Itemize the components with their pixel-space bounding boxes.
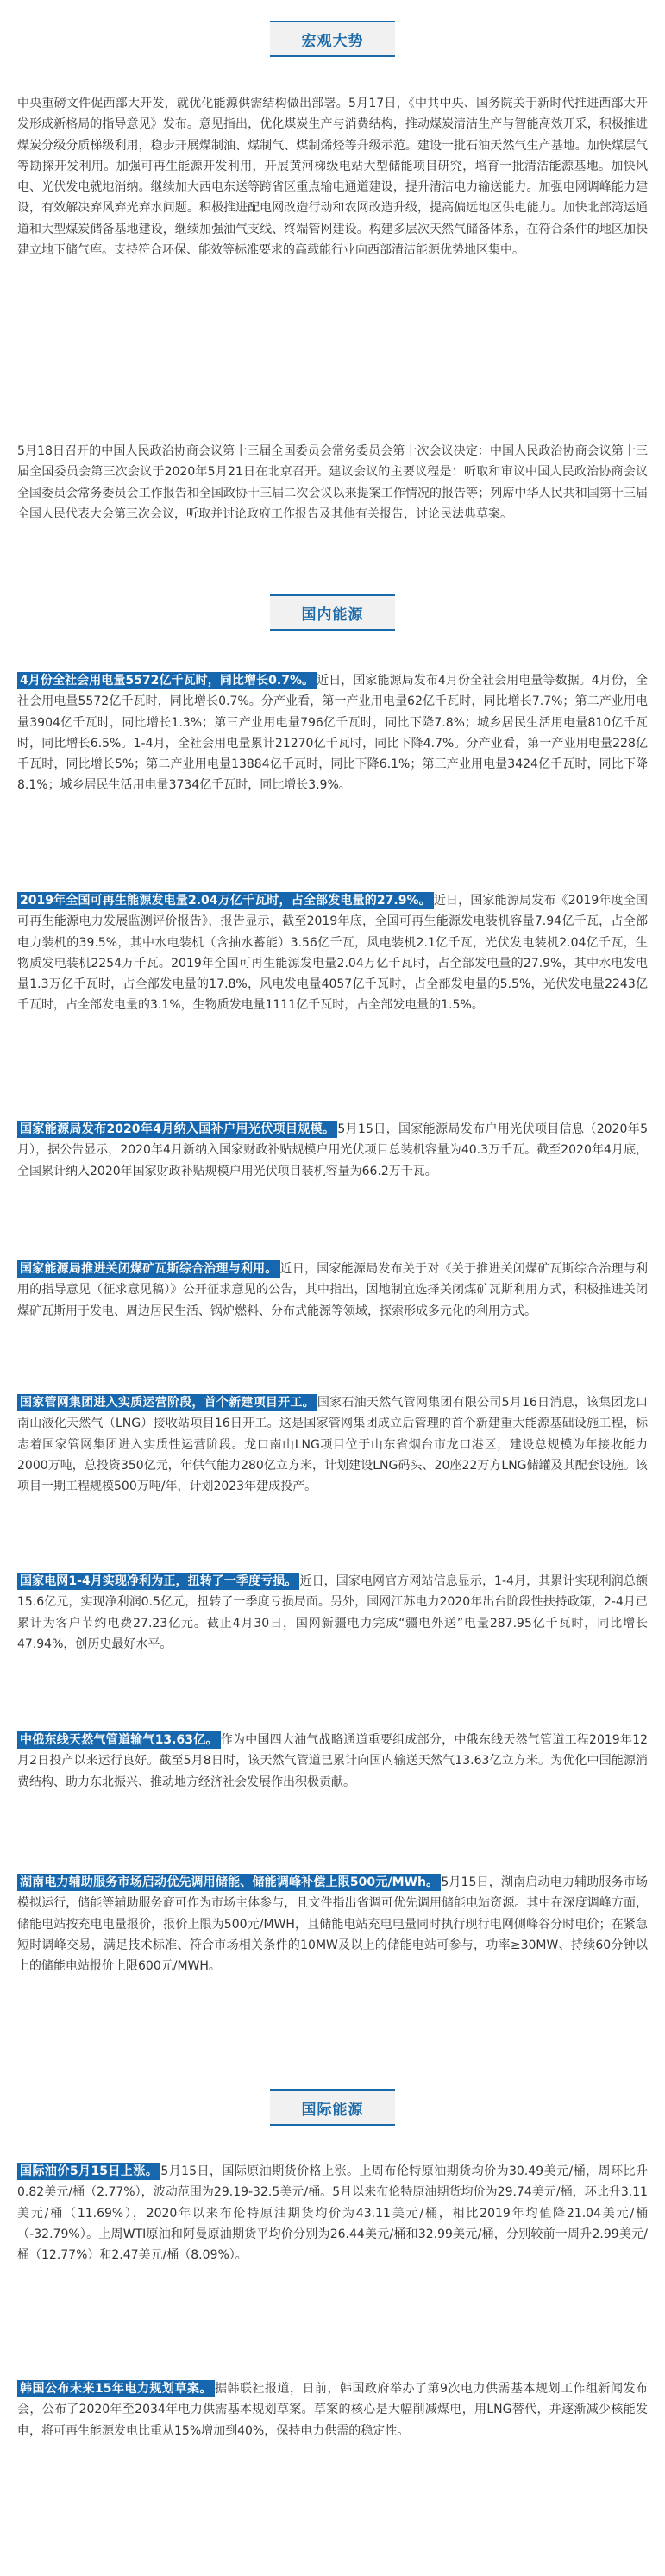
news-body: 近日，国家能源局发布4月份全社会用电量等数据。4月份，全社会用电量5572亿千瓦时，同比增长0.7%。分产业看，第一产业用电量62亿千瓦时，同比增长7.7%；第二产业用电量3904亿千瓦时，同比增长1.3%；第三产业用电量796亿千瓦时，同比下降7.8%；城乡居民生活用电量810亿千瓦时，同比增长6.5%。1-4月，全社会用电量累计21270亿千瓦时，同比下降4.7%。分产业看，第一产业用电量228亿千瓦时，同比增长5%；第二产业用电量13884亿千瓦时，同比下降6.1%；第三产业用电量3424亿千瓦时，同比下降8.1%；城乡居民生活用电量3734亿千瓦时，同比增长3.9%。 [17,674,648,793]
news-body: 近日，国家电网官方网站信息显示，1-4月，其累计实现利润总额15.6亿元，实现净利润0.5亿元，扭转了一季度亏损局面。另外，国网江苏电力2020年出台阶段性扶持政策，2-4月已累计为客户节约电费27.23亿元。截止4月30日，国网新疆电力完成“疆电外送”电量287.95亿千瓦时，同比增长47.94%，创历史最好水平。 [17,1574,648,1651]
news-headline: 国家能源局推进关闭煤矿瓦斯综合治理与利用。 [17,1260,280,1278]
news-body: 近日，国家能源局发布《2019年度全国可再生能源电力发展监测评价报告》，报告显示，截至2019年底，全国可再生能源发电装机容量7.94亿千瓦，占全部电力装机的39.5%，其中水电装机（含抽水蓄能）3.56亿千瓦，风电装机2.1亿千瓦，光伏发电装机2.04亿千瓦，生物质发电装机2254万千瓦。2019年全国可再生能源发电量2.04万亿千瓦时，占全部发电量的27.9%，其中水电发电量1.3万亿千瓦时，占全部发电量的17.8%，风电发电量4057亿千瓦时，占全部发电量的5.5%，光伏发电量2243亿千瓦时，占全部发电量的3.1%，生物质发电量1111亿千瓦时，占全部发电量的1.5%。 [17,894,648,1013]
news-item-pipeline-group [17,1392,648,1497]
news-body: 作为中国四大油气战略通道重要组成部分，中俄东线天然气管道工程2019年12月2日投产以来运行良好。截至5月8日时，该天然气管道已累计向国内输送天然气13.63亿立方米。为优化中国能源消费结构、助力东北振兴、推动地方经济社会发展作出积极贡献。 [17,1733,648,1789]
news-headline: 湖南电力辅助服务市场启动优先调用储能、储能调峰补偿上限500元/MWh。 [17,1874,441,1891]
news-headline: 国际油价5月15日上涨。 [17,2163,160,2180]
news-headline: 4月份全社会用电量5572亿千瓦时，同比增长0.7%。 [17,672,317,689]
news-item-household-pv [17,1119,648,1182]
news-item-renewable-generation [17,890,648,1016]
news-body: 国家石油天然气管网集团有限公司5月16日消息，该集团龙口南山液化天然气（LNG）接收站项目16日开工。这是国家管网集团成立后管理的首个新建重大能源基础设施工程，标志着国家管网集团进入实质性运营阶段。龙口南山LNG项目位于山东省烟台市龙口港区，建设总规模为年接收能力2000万吨，总投资350亿元，年供气能力280亿立方米，计划建设LNG码头、20座22万方LNG储罐及其配套设施。该项目一期工程规模500万吨/年，计划2023年建成投产。 [17,1396,648,1494]
news-headline: 国家能源局发布2020年4月纳入国补户用光伏项目规模。 [17,1121,337,1138]
news-body: 5月15日，国家能源局发布户用光伏项目信息（2020年5月），据公告显示，2020年4月新纳入国家财政补贴规模户用光伏项目总装机容量为40.3万千瓦。截至2020年4月底，全国累计纳入2020年国家财政补贴规模户用光伏项目装机容量为66.2万千瓦。 [17,1122,648,1178]
section-title-macro: 宏观大势 [270,21,395,57]
paragraph-cppcc-meeting: 5月18日召开的中国人民政治协商会议第十三届全国委员会常务委员会第十次会议决定：中国人民政治协商会议第十三届全国委员会第三次会议于2020年5月21日在北京召开。建议会议的主要议程是：听取和审议中国人民政治协商会议全国委员会常务委员会工作报告和全国政协十三届二次会议以来提案工作情况的报告等；列席中华人民共和国第十三届全国人民代表大会第三次会议，听取并讨论政府工作报告及其他有关报告，讨论民法典草案。 [17,444,648,521]
news-item-korea-power-plan [17,2378,648,2441]
news-item-hunan-storage [17,1872,648,1976]
news-headline: 国家管网集团进入实质运营阶段，首个新建项目开工。 [17,1394,317,1411]
news-item-state-grid-profit [17,1571,648,1655]
news-item-power-consumption [17,670,648,796]
news-body: 近日，国家能源局发布关于对《关于推进关闭煤矿瓦斯综合治理与利用的指导意见（征求意见稿）》公开征求意见的公告，其中指出，因地制宜选择关闭煤矿瓦斯利用方式，积极推进关闭煤矿瓦斯用于发电、周边居民生活、锅炉燃料、分布式能源等领域，探索形成多元化的利用方式。 [17,1262,649,1318]
section-title-domestic: 国内能源 [270,594,395,631]
news-item-coal-mine-gas [17,1259,648,1322]
news-item-oil-price [17,2161,648,2265]
section-title-international: 国际能源 [270,2089,395,2126]
news-body: 5月15日，国际原油期货价格上涨。上周布伦特原油期货均价为30.49美元/桶，周环比升0.82美元/桶（2.77%），波动范围为29.19-32.5美元/桶。5月以来布伦特原油期货均价为29.74美元/桶，环比升3.11美元/桶（11.69%），2020年以来布伦特原油期货均价为43.11美元/桶，相比2019年均值降21.04美元/桶（-32.79%）。上周WTI原油和阿曼原油期货平均价分别为26.44美元/桶和32.99美元/桶，分别较前一周升2.99美元/桶（12.77%）和2.47美元/桶（8.09%）。 [17,2164,648,2263]
news-item-china-russia-gas [17,1730,648,1793]
news-headline: 2019年全国可再生能源发电量2.04万亿千瓦时，占全部发电量的27.9%。 [17,892,434,909]
news-headline: 中俄东线天然气管道输气13.63亿。 [17,1731,221,1749]
paragraph-west-development: 中央重磅文件促西部大开发，就优化能源供需结构做出部署。5月17日，《中共中央、国务院关于新时代推进西部大开发形成新格局的指导意见》发布。意见指出，优化煤炭生产与消费结构，推动煤炭清洁生产与智能高效开采，积极推进煤炭分级分质梯级利用，稳步开展煤制油、煤制气、煤制烯烃等升级示范。建设一批石油天然气生产基地。加快煤层气等勘探开发利用。加强可再生能源开发利用，开展黄河梯级电站大型储能项目研究，培育一批清洁能源基地。加快风电、光伏发电就地消纳。继续加大西电东送等跨省区重点输电通道建设，提升清洁电力输送能力。加强电网调峰能力建设，有效解决弃风弃光弃水问题。积极推进配电网改造行动和农网改造升级，提高偏远地区供电能力。加快北部湾运通道和大型煤炭储备基地建设，继续加强油气支线、终端管网建设。构建多层次天然气储备体系，在符合条件的地区加快建立地下储气库。支持符合环保、能效等标准要求的高载能行业向西部清洁能源优势地区集中。 [17,97,648,258]
news-body: 据韩联社报道，日前，韩国政府举办了第9次电力供需基本规划工作组新闻发布会，公布了2020年至2034年电力供需基本规划草案。草案的核心是大幅削减煤电，用LNG替代，并逐渐减少核能发电，将可再生能源发电比重从15%增加到40%，保持电力供需的稳定性。 [17,2382,648,2438]
news-headline: 国家电网1-4月实现净利为正，扭转了一季度亏损。 [17,1573,299,1590]
news-headline: 韩国公布未来15年电力规划草案。 [17,2380,215,2397]
news-body: 5月15日，湖南启动电力辅助服务市场模拟运行，储能等辅助服务商可作为市场主体参与，且文件指出省调可优先调用储能电站资源。其中在深度调峰方面，储能电站按充电电量报价，报价上限为500元/MWH，且储能电站充电电量同时执行现行电网侧峰谷分时电价；在紧急短时调峰交易，满足技术标准、符合市场相关条件的10MW及以上的储能电站可参与，功率≥30MW、持续60分钟以上的储能电站报价上限600元/MWH。 [17,1875,648,1974]
